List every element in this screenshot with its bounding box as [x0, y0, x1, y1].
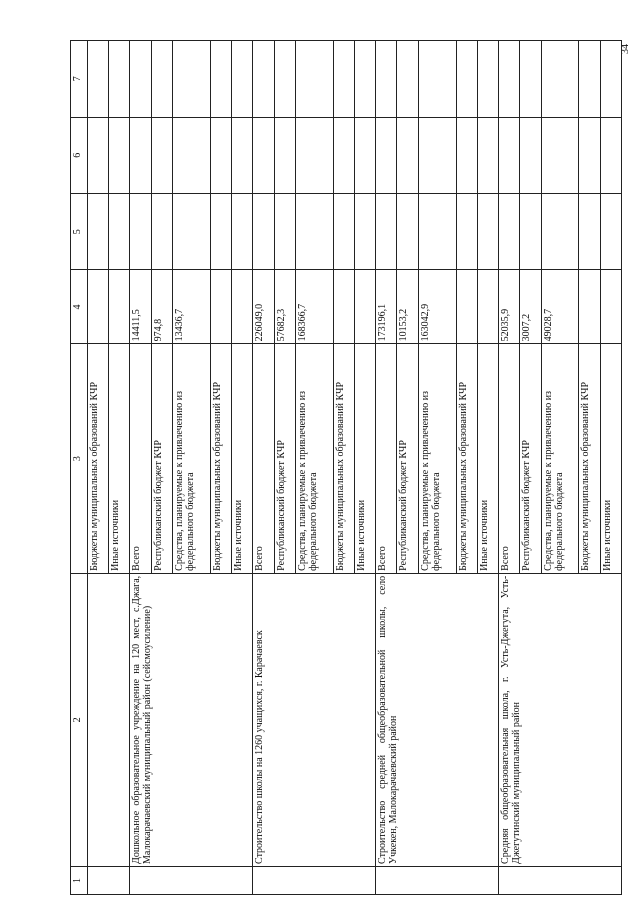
cell-col-6 [477, 117, 498, 193]
cell-col-6 [541, 117, 579, 193]
funding-source-cell: Иные источники [477, 344, 498, 573]
funding-source-cell: Бюджеты муниципальных образований КЧР [88, 344, 109, 573]
cell-col-5 [600, 194, 621, 270]
project-name-cell: Средняя общеобразовательная школа, г. Усть-Джегута, Усть-Джегутинский муниципальный район [499, 573, 622, 866]
funding-source-cell: Всего [130, 344, 151, 573]
project-name-cell: Строительство школы на 1260 учащихся, г. Карачаевск [253, 573, 376, 866]
header-col-2: 2 [71, 573, 88, 866]
cell-col-6 [253, 117, 274, 193]
cell-col-5 [541, 194, 579, 270]
funding-source-cell: Иные источники [354, 344, 375, 573]
amount-cell [333, 270, 354, 344]
cell-col-5 [274, 194, 295, 270]
cell-col-6 [376, 117, 397, 193]
cell-col-7 [579, 41, 600, 118]
cell-col-7 [418, 41, 456, 118]
cell-col-5 [130, 194, 151, 270]
cell-col-7 [295, 41, 333, 118]
table-row [130, 41, 151, 895]
rotated-table-wrapper [70, 40, 622, 895]
funding-source-cell: Иные источники [109, 344, 130, 573]
cell-col-7 [600, 41, 621, 118]
amount-cell: 168366,7 [295, 270, 333, 344]
cell-col-7 [477, 41, 498, 118]
table-row [376, 41, 397, 895]
cell-col-7 [499, 41, 520, 118]
cell-col-7 [109, 41, 130, 118]
table-row [253, 41, 274, 895]
funding-source-cell: Средства, планируемые к привлечению из федерального бюджета [541, 344, 579, 573]
cell-col-5 [151, 194, 172, 270]
cell-col-6 [354, 117, 375, 193]
cell-col-5 [88, 194, 109, 270]
cell-col-5 [253, 194, 274, 270]
amount-cell [456, 270, 477, 344]
cell-col-6 [579, 117, 600, 193]
cell-col-7 [88, 41, 109, 118]
cell-col-5 [397, 194, 418, 270]
header-col-6: 6 [71, 117, 88, 193]
funding-source-cell: Бюджеты муниципальных образований КЧР [456, 344, 477, 573]
cell-col-6 [210, 117, 231, 193]
amount-cell [88, 270, 109, 344]
header-col-3: 3 [71, 344, 88, 573]
cell-col-5 [295, 194, 333, 270]
cell-col-5 [418, 194, 456, 270]
funding-source-cell: Иные источники [600, 344, 621, 573]
cell-col-5 [499, 194, 520, 270]
funding-source-cell: Республиканский бюджет КЧР [151, 344, 172, 573]
cell-col-6 [520, 117, 541, 193]
cell-col-6 [397, 117, 418, 193]
cell-col-7 [253, 41, 274, 118]
funding-source-cell: Средства, планируемые к привлечению из федерального бюджета [295, 344, 333, 573]
cell-col-5 [210, 194, 231, 270]
funding-source-cell: Республиканский бюджет КЧР [520, 344, 541, 573]
cell-col-5 [333, 194, 354, 270]
cell-col-5 [477, 194, 498, 270]
cell-col-1 [499, 866, 622, 894]
amount-cell: 10153,2 [397, 270, 418, 344]
project-name-cell [88, 573, 130, 866]
funding-source-cell: Средства, планируемые к привлечению из федерального бюджета [172, 344, 210, 573]
amount-cell: 974,8 [151, 270, 172, 344]
cell-col-6 [418, 117, 456, 193]
amount-cell: 52035,9 [499, 270, 520, 344]
cell-col-7 [456, 41, 477, 118]
amount-cell [600, 270, 621, 344]
amount-cell [109, 270, 130, 344]
cell-col-7 [397, 41, 418, 118]
cell-col-6 [88, 117, 109, 193]
cell-col-6 [232, 117, 253, 193]
cell-col-6 [295, 117, 333, 193]
amount-cell: 163042,9 [418, 270, 456, 344]
cell-col-1 [376, 866, 499, 894]
cell-col-1 [253, 866, 376, 894]
cell-col-5 [579, 194, 600, 270]
cell-col-7 [130, 41, 151, 118]
cell-col-7 [274, 41, 295, 118]
amount-cell [210, 270, 231, 344]
amount-cell [232, 270, 253, 344]
cell-col-7 [520, 41, 541, 118]
funding-source-cell: Всего [253, 344, 274, 573]
funding-source-cell: Бюджеты муниципальных образований КЧР [579, 344, 600, 573]
funding-source-cell: Средства, планируемые к привлечению из федерального бюджета [418, 344, 456, 573]
project-name-cell: Дошкольное образовательное учреждение на 120 мест, с.Джага, Малокарачаевский муниципальный район (сейсмоусиление) [130, 573, 253, 866]
table-row [499, 41, 520, 895]
cell-col-6 [333, 117, 354, 193]
amount-cell: 49028,7 [541, 270, 579, 344]
header-col-5: 5 [71, 194, 88, 270]
cell-col-1 [88, 866, 130, 894]
cell-col-7 [232, 41, 253, 118]
cell-col-7 [172, 41, 210, 118]
funding-source-cell: Бюджеты муниципальных образований КЧР [333, 344, 354, 573]
cell-col-6 [130, 117, 151, 193]
cell-col-6 [499, 117, 520, 193]
cell-col-1 [130, 866, 253, 894]
cell-col-6 [172, 117, 210, 193]
amount-cell [579, 270, 600, 344]
amount-cell: 226049,0 [253, 270, 274, 344]
cell-col-5 [232, 194, 253, 270]
table-row [88, 41, 109, 895]
cell-col-6 [151, 117, 172, 193]
cell-col-5 [354, 194, 375, 270]
funding-source-cell: Иные источники [232, 344, 253, 573]
cell-col-6 [274, 117, 295, 193]
amount-cell: 57682,3 [274, 270, 295, 344]
cell-col-7 [354, 41, 375, 118]
funding-source-cell: Всего [376, 344, 397, 573]
cell-col-6 [600, 117, 621, 193]
amount-cell [354, 270, 375, 344]
project-name-cell: Строительство средней общеобразовательной школы, село Учкекен, Малокарачаевский район [376, 573, 499, 866]
table-header [71, 41, 88, 895]
funding-table [70, 40, 622, 895]
cell-col-7 [541, 41, 579, 118]
cell-col-7 [333, 41, 354, 118]
page-number: 34 [620, 44, 631, 54]
cell-col-6 [109, 117, 130, 193]
amount-cell: 173196,1 [376, 270, 397, 344]
cell-col-5 [376, 194, 397, 270]
cell-col-5 [109, 194, 130, 270]
amount-cell [477, 270, 498, 344]
cell-col-7 [210, 41, 231, 118]
funding-source-cell: Республиканский бюджет КЧР [397, 344, 418, 573]
cell-col-7 [376, 41, 397, 118]
amount-cell: 3007,2 [520, 270, 541, 344]
header-col-4: 4 [71, 270, 88, 344]
cell-col-5 [172, 194, 210, 270]
amount-cell: 13436,7 [172, 270, 210, 344]
funding-source-cell: Республиканский бюджет КЧР [274, 344, 295, 573]
table-body [88, 41, 622, 895]
cell-col-6 [456, 117, 477, 193]
amount-cell: 14411,5 [130, 270, 151, 344]
funding-source-cell: Бюджеты муниципальных образований КЧР [210, 344, 231, 573]
cell-col-5 [456, 194, 477, 270]
header-col-1: 1 [71, 866, 88, 894]
cell-col-5 [520, 194, 541, 270]
cell-col-7 [151, 41, 172, 118]
funding-source-cell: Всего [499, 344, 520, 573]
header-col-7: 7 [71, 41, 88, 118]
